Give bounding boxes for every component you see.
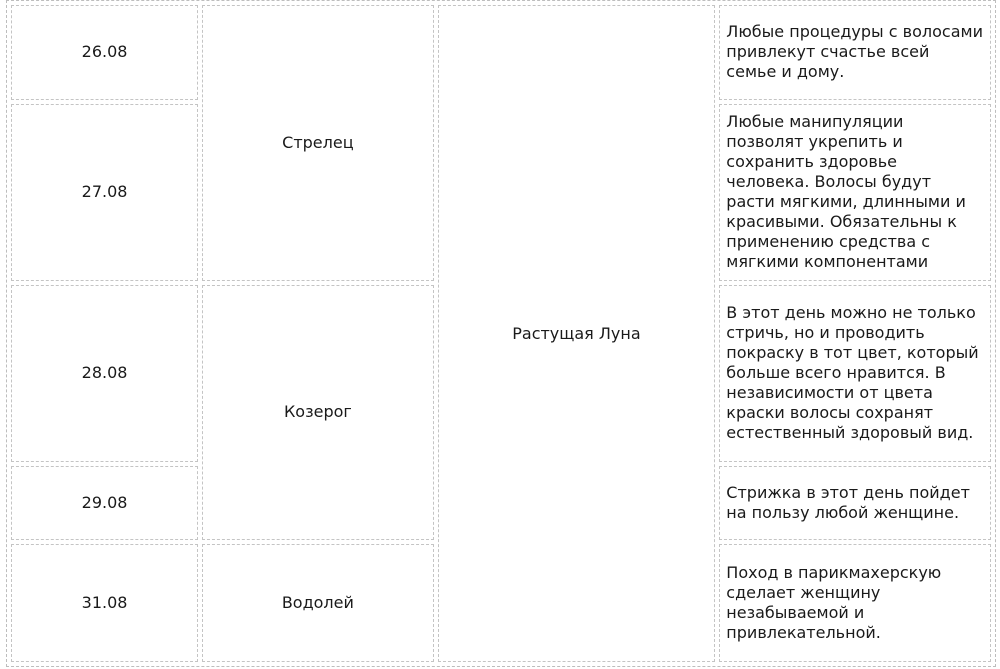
- zodiac-sign-cell: Стрелец: [202, 5, 433, 281]
- tip-cell: В этот день можно не только стричь, но и проводить покраску в тот цвет, который больше всего нравится. В независимости от цвета краски волосы сохранят естественный здоровый вид.: [719, 285, 991, 462]
- zodiac-sign-cell: Водолей: [202, 544, 433, 662]
- tip-cell: Любые процедуры с волосами привлекут счастье всей семье и дому.: [719, 5, 991, 100]
- haircut-calendar-table: [6, 0, 996, 667]
- date-cell: 26.08: [11, 5, 198, 100]
- date-cell: 27.08: [11, 104, 198, 281]
- table-row: [11, 5, 991, 100]
- date-cell: 31.08: [11, 544, 198, 662]
- moon-phase-cell: Растущая Луна: [438, 5, 716, 662]
- tip-cell: Любые манипуляции позволят укрепить и сохранить здоровье человека. Волосы будут расти мягкими, длинными и красивыми. Обязательны к применению средства с мягкими компонентами: [719, 104, 991, 281]
- tip-cell: Поход в парикмахерскую сделает женщину незабываемой и привлекательной.: [719, 544, 991, 662]
- zodiac-sign-cell: Козерог: [202, 285, 433, 541]
- date-cell: 28.08: [11, 285, 198, 462]
- tip-cell: Стрижка в этот день пойдет на пользу любой женщине.: [719, 466, 991, 540]
- date-cell: 29.08: [11, 466, 198, 540]
